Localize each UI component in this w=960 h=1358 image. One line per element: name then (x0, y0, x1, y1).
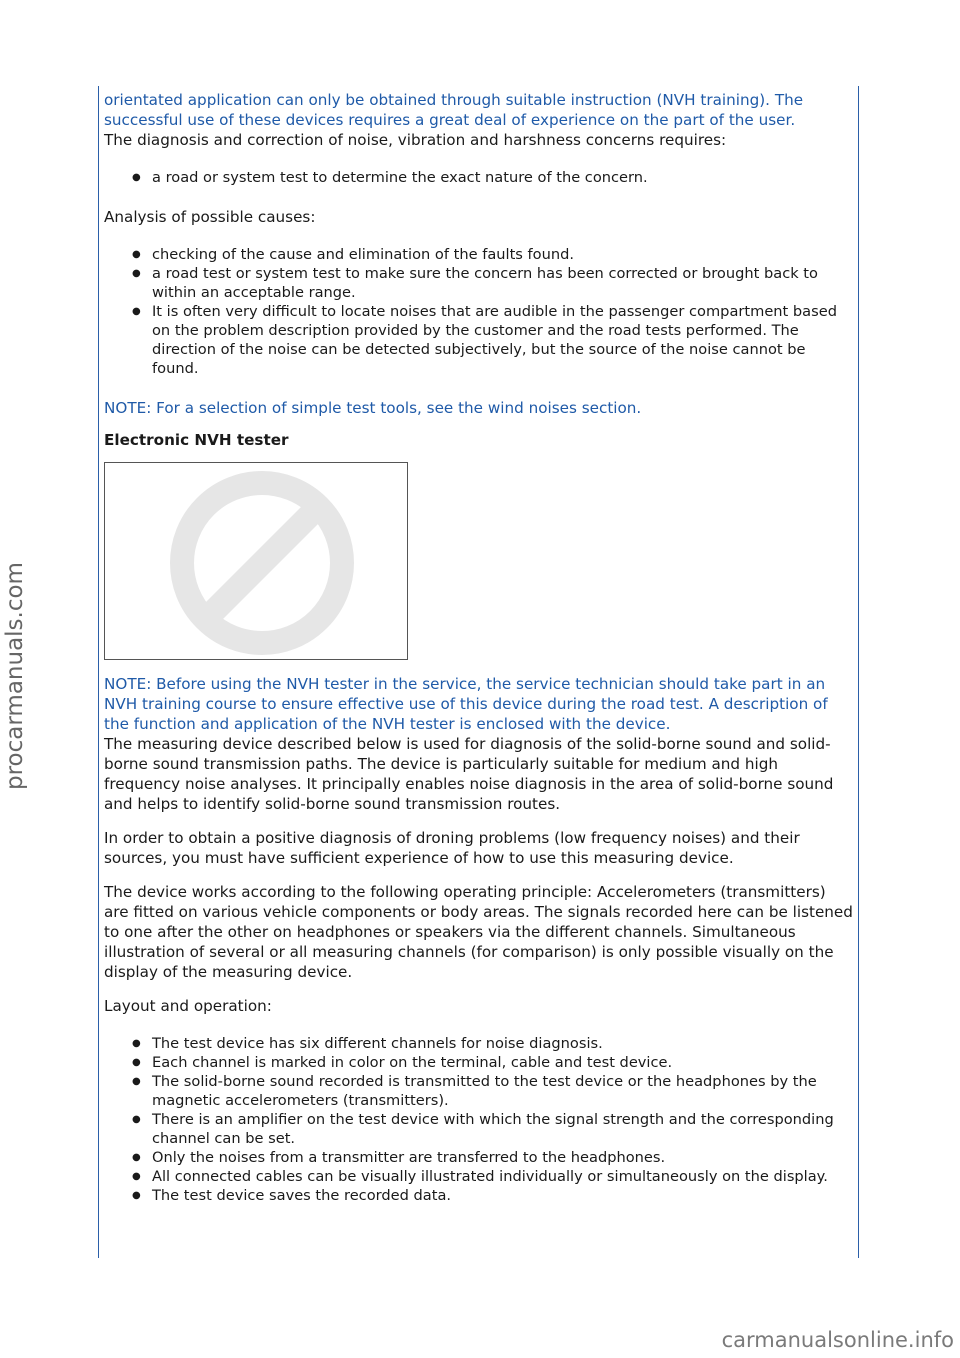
note-training: NOTE: Before using the NVH tester in the service, the service technician should take part in an NVH training course to ensure effective use of this device during the road test. A description of the function and application of the NVH tester is enclosed with the device. (104, 675, 828, 733)
no-image-icon (105, 463, 407, 659)
document-content (104, 90, 854, 1205)
requirements-list (104, 168, 854, 187)
list-item: ● There is an amplifier on the test device with which the signal strength and the corresponding channel can be set. (104, 1110, 854, 1148)
analysis-list (104, 245, 854, 378)
section-heading: Electronic NVH tester (104, 431, 289, 449)
list-item: ● a road test or system test to make sure the concern has been corrected or brought back to within an acceptable range. (104, 264, 854, 302)
paragraph: In order to obtain a positive diagnosis of droning problems (low frequency noises) and their sources, you must have sufficient experience of how to use this measuring device. (104, 829, 800, 867)
list-item: ● a road or system test to determine the exact nature of the concern. (104, 168, 854, 187)
list-item: ● The solid-borne sound recorded is transmitted to the test device or the headphones by the magnetic accelerometers (transmitters). (104, 1072, 854, 1110)
list-item: ● Only the noises from a transmitter are transferred to the headphones. (104, 1148, 854, 1167)
list-item: ● Each channel is marked in color on the terminal, cable and test device. (104, 1053, 854, 1072)
layout-label: Layout and operation: (104, 997, 272, 1015)
list-item: ● checking of the cause and elimination of the faults found. (104, 245, 854, 264)
paragraph: The measuring device described below is used for diagnosis of the solid-borne sound and solid-borne sound transmission paths. The device is particularly suitable for medium and high frequency noise analyses. It principally enables noise diagnosis in the area of solid-borne sound and helps to identify solid-borne sound transmission routes. (104, 735, 834, 813)
note-test-tools: NOTE: For a selection of simple test tools, see the wind noises section. (104, 399, 642, 417)
analysis-label: Analysis of possible causes: (104, 208, 316, 226)
side-watermark: procarmanuals.com (2, 562, 28, 790)
list-item: ● The test device has six different channels for noise diagnosis. (104, 1034, 854, 1053)
intro-text: The diagnosis and correction of noise, vibration and harshness concerns requires: (104, 131, 727, 149)
intro-blue-text: orientated application can only be obtained through suitable instruction (NVH training). The successful use of these devices requires a great deal of experience on the part of the user. (104, 91, 804, 129)
missing-image-figure (104, 462, 408, 660)
page-frame-left (98, 86, 99, 1258)
layout-list (104, 1034, 854, 1205)
list-item: ● All connected cables can be visually illustrated individually or simultaneously on the display. (104, 1167, 854, 1186)
page-frame-right (858, 86, 859, 1258)
list-item: ● It is often very difficult to locate noises that are audible in the passenger compartment based on the problem description provided by the customer and the road tests performed. The direction of the noise can be detected subjectively, but the source of the noise cannot be found. (104, 302, 854, 378)
footer-watermark: carmanualsonline.info (721, 1328, 954, 1352)
paragraph: The device works according to the following operating principle: Accelerometers (transmitters) are fitted on various vehicle components or body areas. The signals recorded here can be listened to one after the other on headphones or speakers via the different channels. Simultaneous illustration of several or all measuring channels (for comparison) is only possible visually on the display of the measuring device. (104, 883, 853, 981)
list-item: ● The test device saves the recorded data. (104, 1186, 854, 1205)
